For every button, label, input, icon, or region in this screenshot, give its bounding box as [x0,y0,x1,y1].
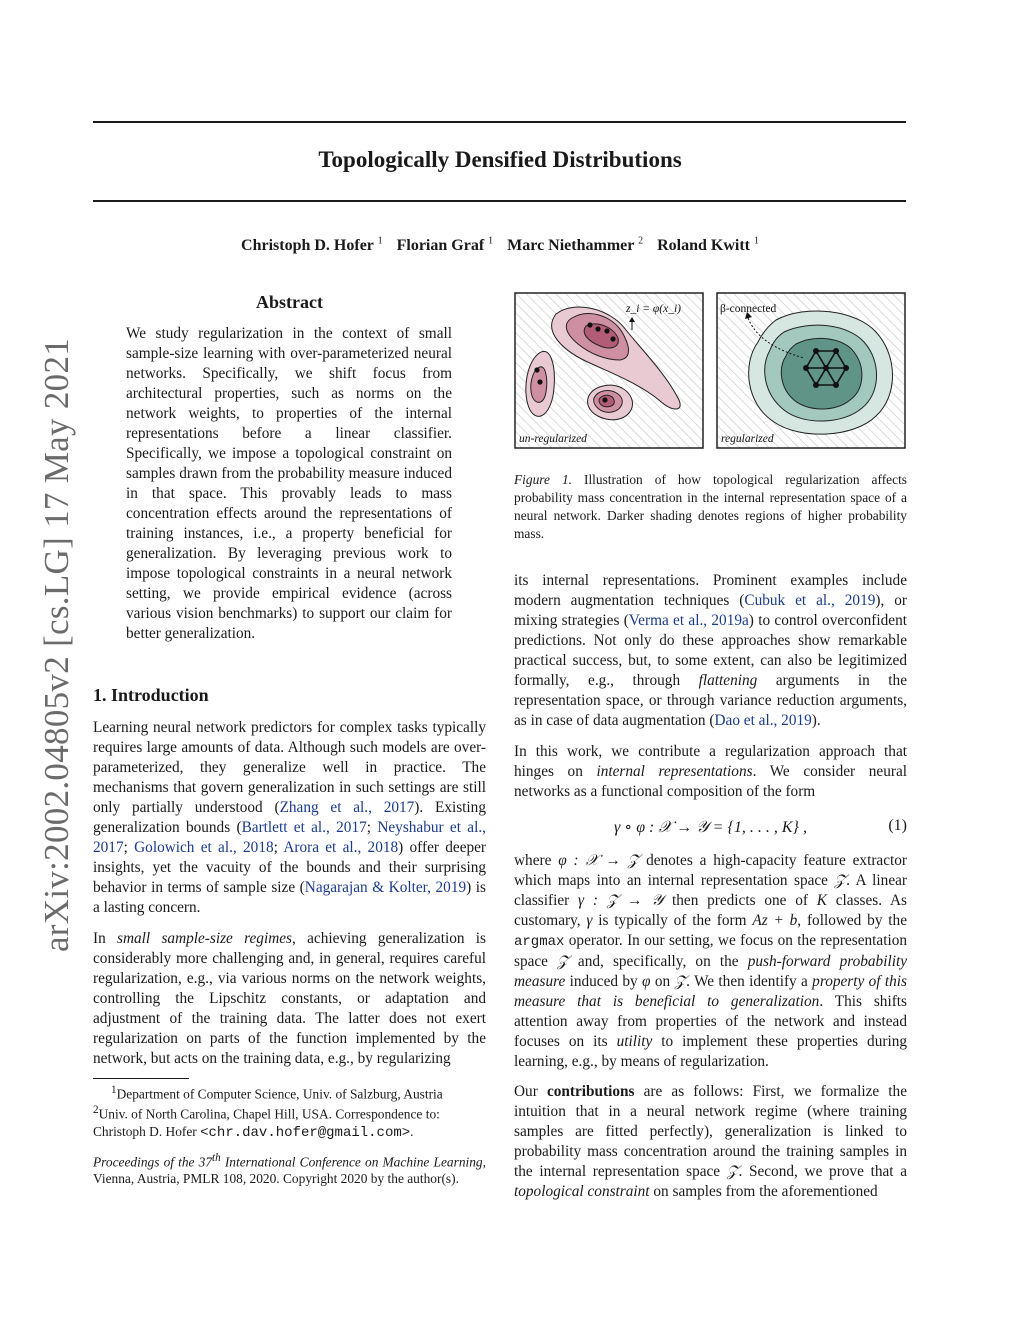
right-paragraph-1: its internal representations. Prominent examples include modern augmentation techniques (Cubuk et al., 2019), or mixing strategies (Verma et al., 2019a) to control overconfident predictions. Not only do these approaches show remarkable practical success, but, to some extent, can also be legitimized formally, e.g., through flattening arguments in the representation space, or through variance reduction arguments, as in case of data augmentation (Dao et al., 2019). [514,572,907,729]
sample-point [610,336,615,341]
sample-point [833,348,839,354]
author: Christoph D. Hofer $^1$ [241,236,383,255]
sample-point [813,348,819,354]
latent-point-annotation: z_i = φ(x_i) [626,303,682,315]
abstract-body: We study regularization in the context of small sample-size learning with over-parameterized neural networks. Specifically, we shift focus from architectural properties, such as norms on the network weights, to properties of the internal representations before a linear classifier. Specifically, we impose a topological constraint on samples drawn from the probability measure induced in that space. This provably leads to mass concentration effects around the representations of training instances, i.e., a property beneficial for generalization. By leveraging previous work to impose topological constraints in a neural network setting, we provide empirical evidence (across various vision benchmarks) to support our claim for better generalization. [126,325,452,642]
sample-point [813,382,819,388]
sample-point [602,397,607,402]
citation-link[interactable]: Bartlett et al., 2017 [241,819,367,836]
citation-link[interactable]: Arora et al., 2018 [283,839,399,856]
title-bottom-rule [93,200,906,202]
unregularized-label: un-regularized [519,433,587,445]
abstract-heading: Abstract [256,292,323,312]
right-paragraph-4: Our contributions are as follows: First, we formalize the intuition that in a neural network regime (where training samples are fitted perfectly), generalization is linked to probability mass concentration around the training samples in the internal representation space 𝒵. Second, we prove that a topological constraint on samples from the aforementioned [514,1083,907,1200]
author: Marc Niethammer $^2$ [507,236,644,255]
title-top-rule [93,121,906,123]
equation-body: γ ∘ φ : 𝒳 → 𝒴 = {1, . . . , K} , [614,819,807,836]
author-list [0,236,1000,255]
citation-link[interactable]: Nagarajan & Kolter, 2019 [304,879,467,896]
right-paragraph-3: where φ : 𝒳 → 𝒵 denotes a high-capacity feature extractor which maps into an internal representation space 𝒵. A linear classifier γ : 𝒵 → 𝒴 then predicts one of K classes. As customary, γ is typically of the form Az + b, followed by the argmax operator. In our setting, we focus on the representation space 𝒵 and, specifically, on the push-forward probability measure induced by φ on 𝒵. We then identify a property of this measure that is beneficial to generalization. This shifts attention away from properties of the network and instead focuses on its utility to implement these properties during learning, e.g., by means of regularization. [514,852,907,1070]
sample-point [803,365,809,371]
intro-paragraph-2: In small sample-size regimes, achieving generalization is considerably more challenging and, in general, requires careful regularization, e.g., via various norms on the network weights, controlling the Lipschitz constants, or adaptation and adjustment of the training data. The latter does not exert regularization on parts of the function implemented by the network, but acts on the training data, e.g., by regularizing [93,930,486,1067]
right-paragraph-2: In this work, we contribute a regularization approach that hinges on internal representations. We consider neural networks as a functional composition of the form [514,743,907,800]
figure-label: Figure 1. [514,472,572,487]
sample-point [537,379,542,384]
intro-paragraph-1: Learning neural network predictors for complex tasks typically requires large amounts of data. Although such models are over-parameterized, they generalize well in practice. The mechanisms that govern generalization in such settings are still only partially understood (Zhang et al., 2017). Existing generalization bounds (Bartlett et al., 2017; Neyshabur et al., 2017; Golowich et al., 2018; Arora et al., 2018) offer deeper insights, yet the vacuity of the bounds and their surprising behavior in terms of sample size (Nagarajan & Kolter, 2019) is a lasting concern. [93,719,487,916]
footnotes: $^1$Department of Computer Science, Univ. of Salzburg, Austria $^2$Univ. of North Carolina, Chapel Hill, USA. Correspondence to: Christoph D. Hofer <chr.dav.hofer@gmail.com>. [93,1084,443,1141]
sample-point [595,326,600,331]
author: Roland Kwitt $^1$ [657,236,759,255]
email-link[interactable]: <chr.dav.hofer@gmail.com> [200,1124,411,1141]
footnote-rule [93,1078,189,1079]
citation-link[interactable]: Verma et al., 2019a [628,612,749,629]
unregularized-panel [515,293,703,448]
section-heading-introduction: 1. Introduction [93,685,209,705]
proceedings-note: Proceedings of the 37th International Conference on Machine Learning, Vienna, Austria, PMLR 108, 2020. Copyright 2020 by the author(s). [93,1152,486,1187]
regularized-panel [717,293,905,448]
regularized-label: regularized [721,433,774,445]
paper-title: Topologically Densified Distributions [318,147,682,172]
sample-point [833,382,839,388]
sample-point [587,322,592,327]
citation-link[interactable]: Cubuk et al., 2019 [744,592,876,609]
beta-connected-annotation: β-connected [720,303,777,315]
arxiv-identifier: arXiv:2002.04805v2 [cs.LG] 17 May 2021 [37,337,76,953]
citation-link[interactable]: Golowich et al., 2018 [134,839,274,856]
citation-link[interactable]: Zhang et al., 2017 [279,799,415,816]
citation-link[interactable]: Dao et al., 2019 [714,712,812,729]
sample-point [534,367,539,372]
citation-link[interactable]: Neyshabur et al., 2017 [93,819,486,856]
equation-1 [514,817,907,837]
figure-1-caption: Figure 1. Illustration of how topological regularization affects probability mass concentration in the internal representation space of a neural network. Darker shading denotes regions of higher probability mass. [514,472,907,541]
sample-point [843,365,849,371]
figure-1-illustration [514,292,907,449]
sample-point [604,328,609,333]
author: Florian Graf $^1$ [396,236,494,255]
sample-point [823,365,829,371]
equation-number: (1) [888,817,907,834]
